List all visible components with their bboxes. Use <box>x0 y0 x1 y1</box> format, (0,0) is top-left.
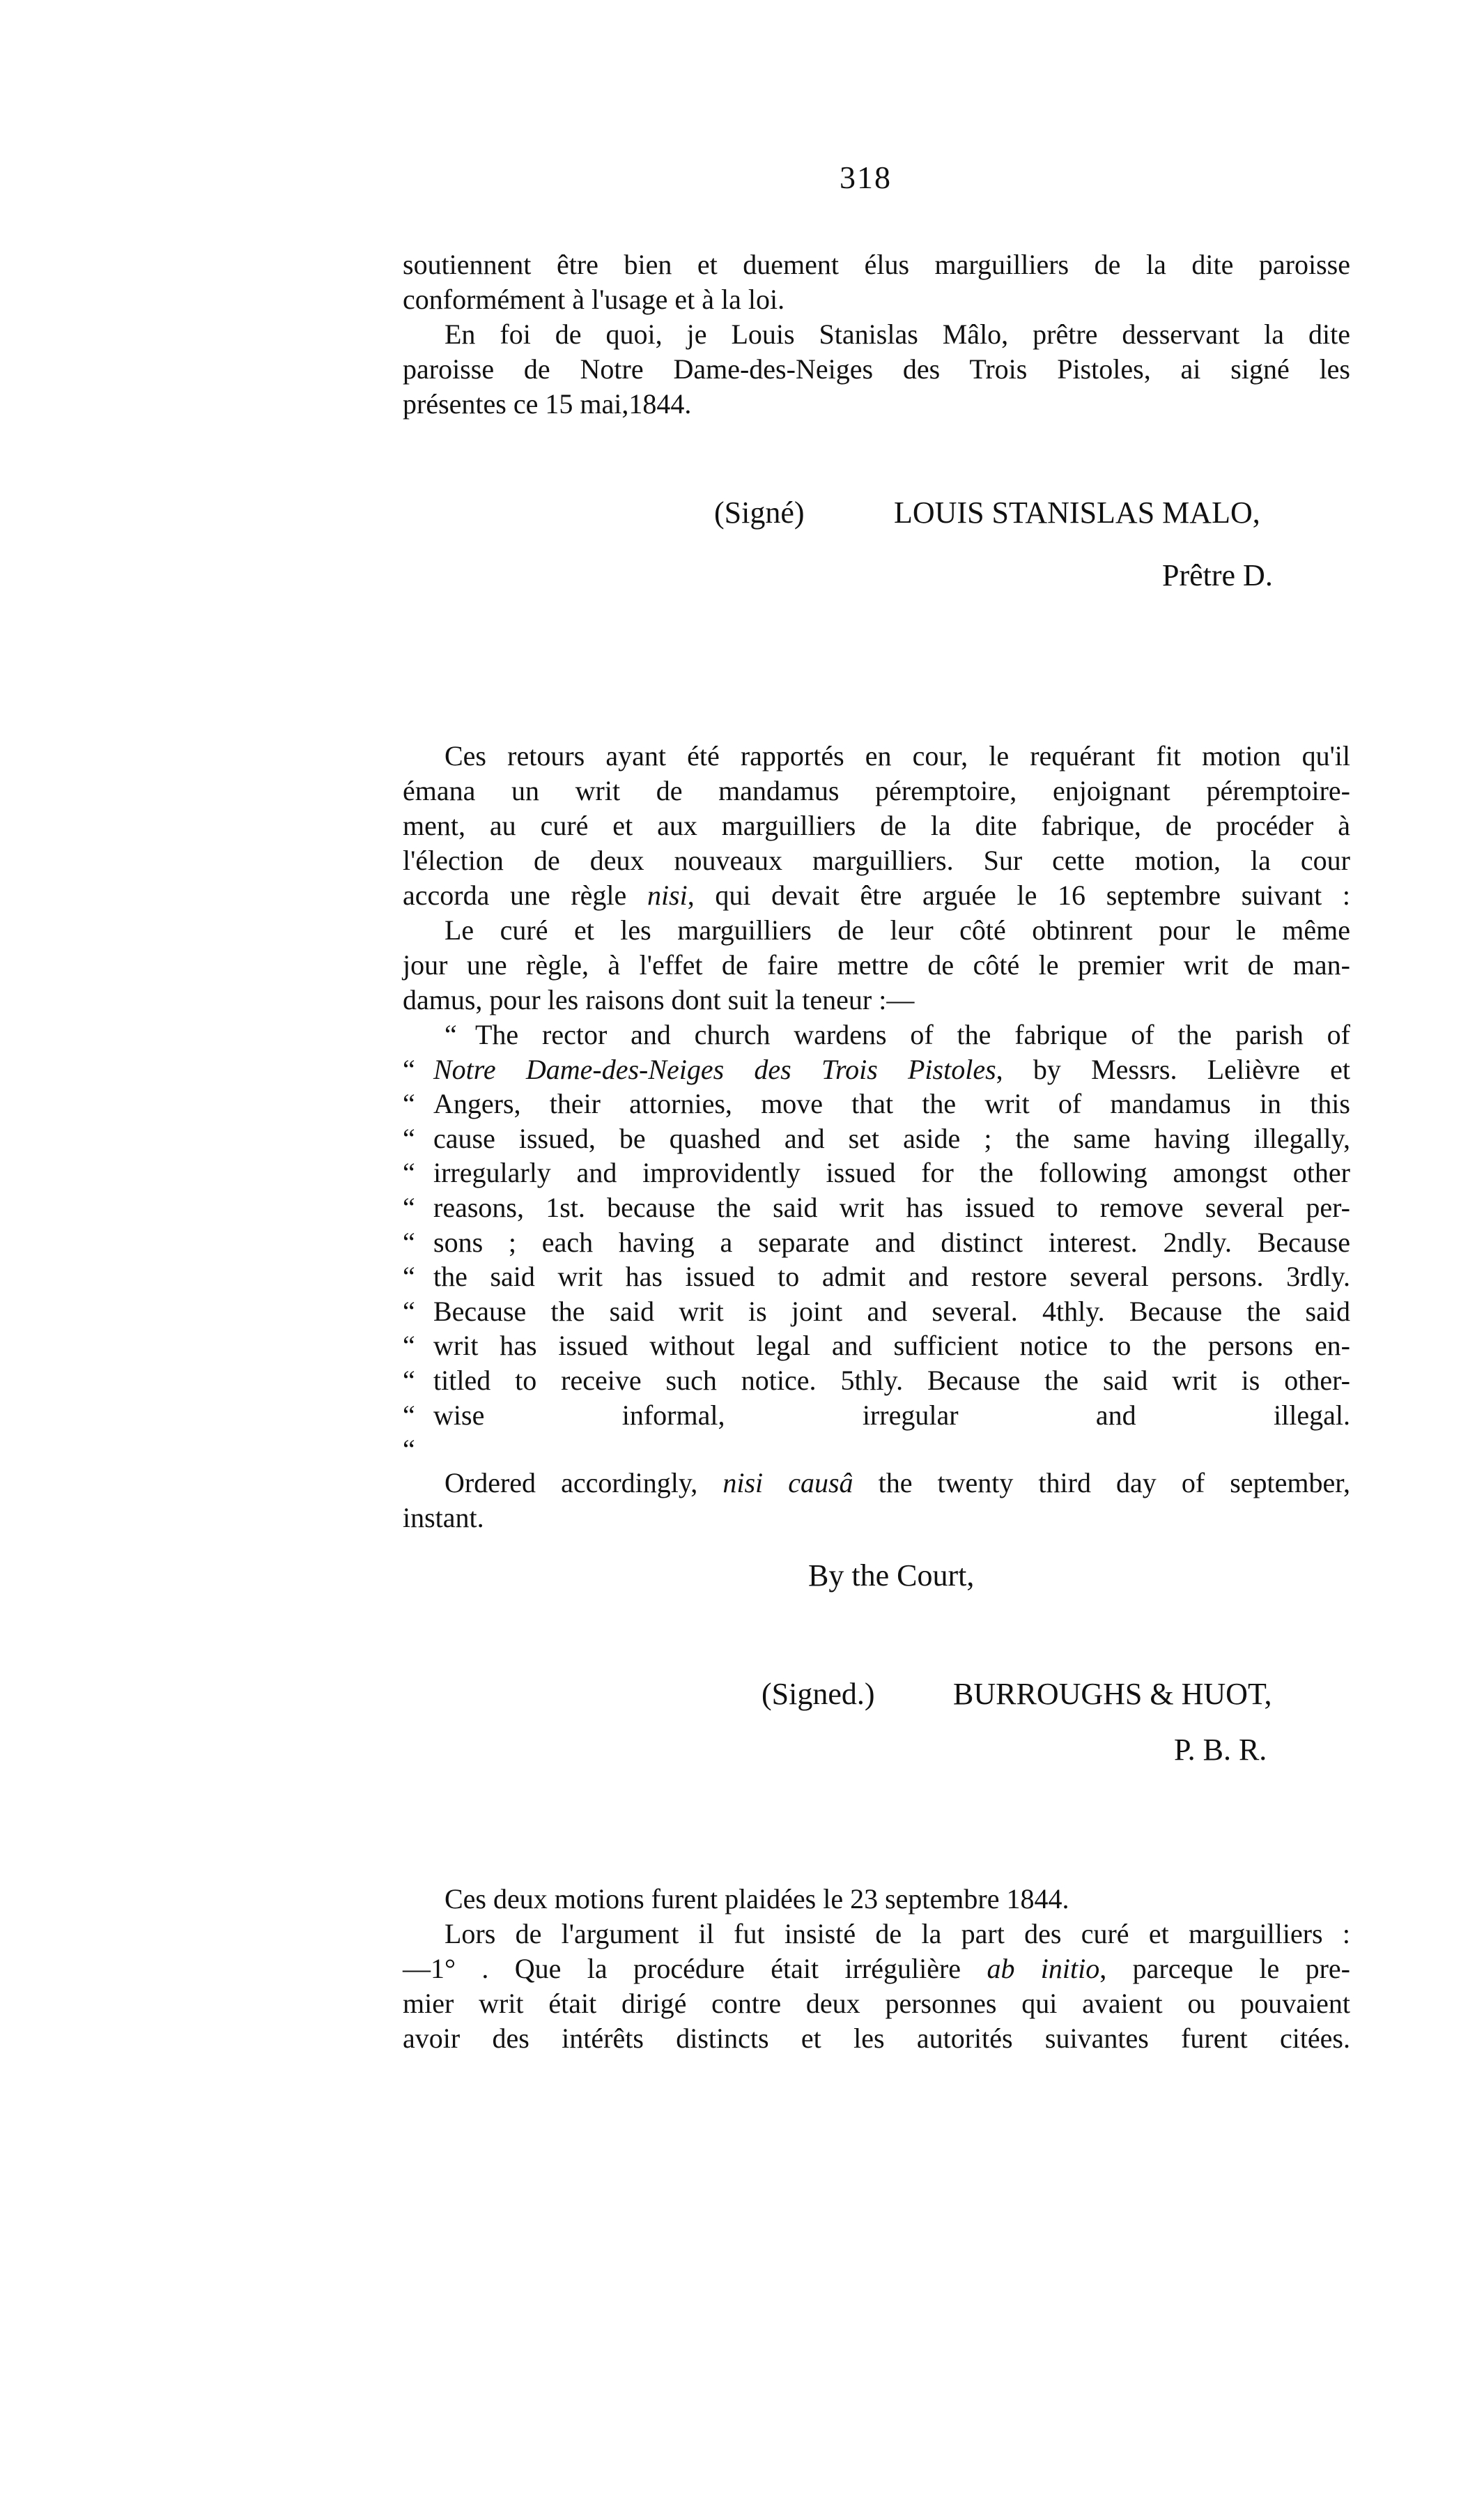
signature-signed-label: (Signé) <box>714 496 805 530</box>
quote-line: “ reasons, 1st. because the said writ has issued to remove several per- <box>403 1191 1350 1223</box>
text-line: En foi de quoi, je Louis Stanislas Mâlo, prêtre desservant la dite <box>445 319 1350 350</box>
final-paragraph <box>403 1882 1350 2056</box>
quote-line: “ the said writ has issued to admit and restore several persons. 3rdly. <box>403 1261 1350 1293</box>
quote-line: “ irregularly and improvidently issued for the following amongst other <box>403 1157 1350 1189</box>
text-line: avoir des intérêts distincts et les autorités suivantes furent citées. <box>403 2023 1350 2054</box>
text-line: paroisse de Notre Dame-des-Neiges des Trois Pistoles, ai signé les <box>403 353 1350 385</box>
text-line: Ces retours ayant été rapportés en cour, le requérant fit motion qu'il <box>445 740 1350 772</box>
page-number: 318 <box>840 160 892 195</box>
quoted-rule <box>403 1018 1350 1535</box>
quote-line: “ writ has issued without legal and sufficient notice to the persons en- <box>403 1330 1350 1362</box>
by-the-court: By the Court, <box>808 1558 975 1593</box>
quote-line: “ Notre Dame-des-Neiges des Trois Pistoles, by Messrs. Lelièvre et <box>403 1052 1350 1087</box>
text-line: jour une règle, à l'effet de faire mettre de côté le premier writ de man- <box>403 949 1350 981</box>
text-line: mier writ était dirigé contre deux personnes qui avaient ou pouvaient <box>403 1988 1350 2019</box>
text-line: Lors de l'argument il fut insisté de la part des curé et marguilliers : <box>445 1918 1350 1949</box>
text-line: —1° . Que la procédure était irrégulière ab initio, parceque le pre- <box>403 1953 1350 1984</box>
motion-paragraph <box>403 739 1350 1018</box>
text-line: Ces deux motions furent plaidées le 23 septembre 1844. <box>445 1883 1069 1915</box>
text-line: Le curé et les marguilliers de leur côté obtinrent pour le même <box>445 914 1350 946</box>
text-line: ment, au curé et aux marguilliers de la dite fabrique, de procéder à <box>403 810 1350 841</box>
text-line: soutiennent être bien et duement élus marguilliers de la dite paroisse <box>403 249 1350 280</box>
quote-mark: “ <box>403 1053 415 1085</box>
text-line: conformément à l'usage et à la loi. <box>403 284 785 315</box>
quote-line: “ The rector and church wardens of the fabrique of the parish of <box>403 1018 1350 1052</box>
signature-title: Prêtre D. <box>1162 558 1273 592</box>
ordered-line-2: instant. <box>403 1501 484 1533</box>
signature-title-2: P. B. R. <box>1174 1733 1267 1767</box>
quote-line: “ sons ; each having a separate and distinct interest. 2ndly. Because <box>403 1226 1350 1258</box>
quote-line: “ Angers, their attornies, move that the writ of mandamus in this <box>403 1088 1350 1120</box>
quote-line: “ Because the said writ is joint and several. 4thly. Because the said <box>403 1295 1350 1327</box>
quote-line: “ cause issued, be quashed and set aside ; the same having illegally, <box>403 1122 1350 1154</box>
quote-line: “ titled to receive such notice. 5thly. Because the said writ is other- <box>403 1364 1350 1396</box>
top-paragraph <box>403 247 1350 422</box>
ordered-line: Ordered accordingly, nisi causâ the twenty third day of september, <box>445 1466 1350 1498</box>
text-line: accorda une règle nisi, qui devait être arguée le 16 septembre suivant : <box>403 880 1350 911</box>
text-line: l'élection de deux nouveaux marguilliers. Sur cette motion, la cour <box>403 845 1350 876</box>
signature-name: LOUIS STANISLAS MALO, <box>894 496 1260 530</box>
text-line: émana un writ de mandamus péremptoire, enjoignant péremptoire- <box>403 775 1350 806</box>
quote-line: “ <box>403 1434 415 1466</box>
quote-mark: “ <box>445 1019 457 1050</box>
signature-signed-label-2: (Signed.) <box>762 1677 875 1711</box>
quote-line: “ wise informal, irregular and illegal. <box>403 1399 1350 1431</box>
text-line: damus, pour les raisons dont suit la teneur :— <box>403 984 915 1015</box>
signature-name-2: BURROUGHS & HUOT, <box>953 1677 1272 1711</box>
text-line: présentes ce 15 mai,1844. <box>403 388 692 420</box>
